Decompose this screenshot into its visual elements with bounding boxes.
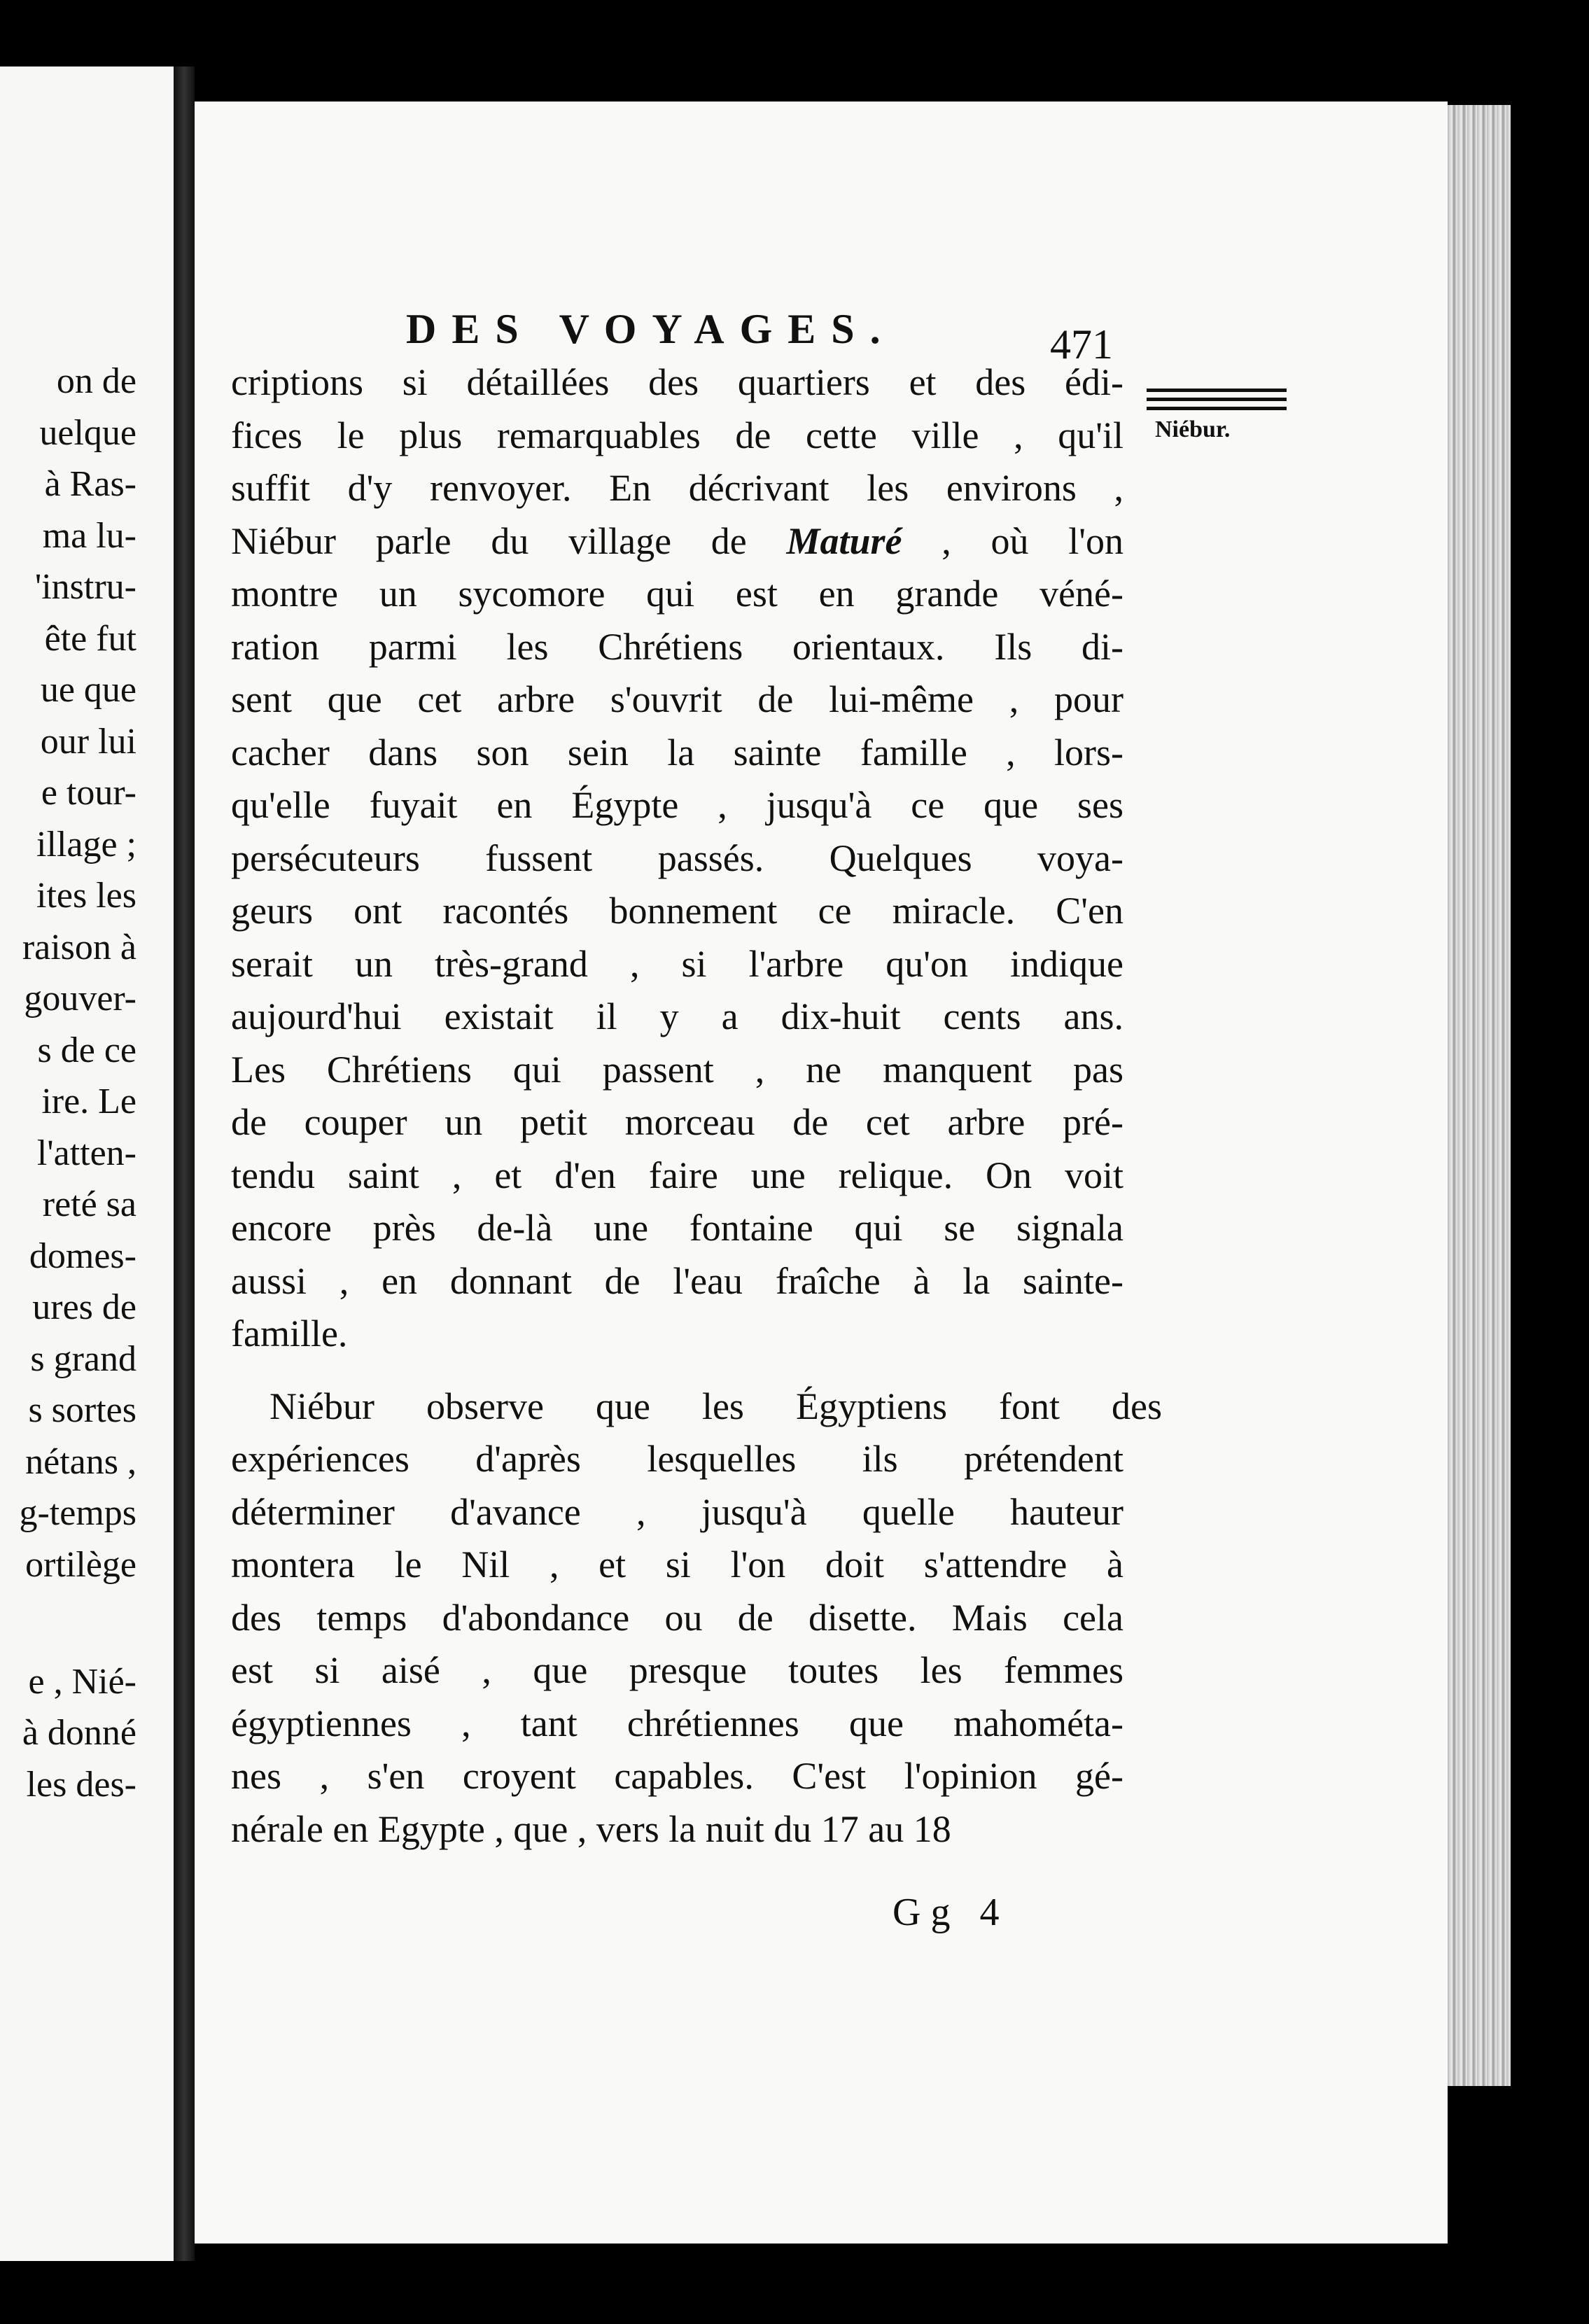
left-page-line: g-temps — [19, 1493, 136, 1533]
left-page-line: s de ce — [37, 1030, 136, 1070]
left-page-line: gouver- — [24, 979, 136, 1018]
body-line: cacher dans son sein la sainte famille , lors- — [231, 731, 1124, 774]
body-line: ration parmi les Chrétiens orientaux. Ils di- — [231, 625, 1124, 668]
left-page-line: raison à — [22, 927, 136, 967]
body-line: persécuteurs fussent passés. Quelques voya- — [231, 836, 1124, 879]
body-line: montre un sycomore qui est en grande véné- — [231, 573, 1124, 615]
body-line: déterminer d'avance , jusqu'à quelle hauteur — [231, 1490, 1124, 1533]
body-line: geurs ont racontés bonnement ce miracle. C'en — [231, 890, 1124, 932]
body-line: expériences d'après lesquelles ils prétendent — [231, 1438, 1124, 1480]
body-line: est si aisé , que presque toutes les femmes — [231, 1649, 1124, 1691]
body-line: de couper un petit morceau de cet arbre pré- — [231, 1101, 1124, 1143]
left-page-line: à donné — [22, 1713, 136, 1753]
signature-mark: Gg 4 — [892, 1891, 1009, 1934]
body-line: suffit d'y renvoyer. En décrivant les environs , — [231, 467, 1124, 509]
left-page-line: l'atten- — [36, 1133, 136, 1173]
body-line: criptions si détaillées des quartiers et des édi- — [231, 361, 1124, 403]
left-page-line: les des- — [26, 1764, 136, 1805]
body-line: Niébur observe que les Égyptiens font des — [270, 1385, 1162, 1427]
left-page-line: uelque — [39, 412, 136, 453]
body-line: nérale en Egypte , que , vers la nuit du 17 au 18 — [231, 1807, 951, 1850]
page-edges — [1448, 105, 1511, 2086]
body-line: montera le Nil , et si l'on doit s'attendre à — [231, 1544, 1124, 1586]
left-page-line: ortilège — [25, 1544, 136, 1585]
body-line: des temps d'abondance ou de disette. Mais cela — [231, 1596, 1124, 1639]
left-page-line: on de — [56, 361, 136, 401]
italic-place-name: Maturé — [786, 519, 902, 562]
body-line: serait un très-grand , si l'arbre qu'on indique — [231, 942, 1124, 985]
body-line: égyptiennes , tant chrétiennes que mahométa- — [231, 1702, 1124, 1744]
left-page-line: ue que — [40, 670, 136, 710]
left-page-line: à Ras- — [44, 464, 136, 504]
margin-rule — [1147, 388, 1287, 392]
left-page-line: nétans , — [25, 1441, 136, 1482]
body-line: aujourd'hui existait il y a dix-huit cents ans. — [231, 995, 1124, 1037]
left-page-line: e , Nié- — [28, 1661, 136, 1702]
left-page-line: s grand — [30, 1338, 136, 1379]
left-page-line: ures de — [32, 1287, 136, 1327]
left-page-line: domes- — [29, 1236, 136, 1276]
book-spine — [174, 66, 195, 2261]
left-page-line: illage ; — [36, 824, 136, 864]
body-line: sent que cet arbre s'ouvrit de lui-même , pour — [231, 678, 1124, 720]
body-line: tendu saint , et d'en faire une relique. On voit — [231, 1154, 1124, 1196]
body-line: Les Chrétiens qui passent , ne manquent pas — [231, 1048, 1124, 1091]
left-page-line: ire. Le — [41, 1082, 136, 1121]
left-page-line: s sortes — [28, 1390, 136, 1430]
running-title: DES VOYAGES. — [406, 306, 896, 352]
body-line: Niébur parle du village de Maturé , où l'on — [231, 519, 1124, 562]
left-page-line: ites les — [36, 876, 136, 916]
body-line: encore près de-là une fontaine qui se signala — [231, 1207, 1124, 1249]
left-page-line: ma lu- — [42, 515, 136, 556]
left-page-line: e tour- — [41, 773, 136, 813]
body-line: fices le plus remarquables de cette ville , qu'il — [231, 414, 1124, 456]
body-line: famille. — [231, 1312, 348, 1354]
margin-rule — [1147, 407, 1287, 410]
left-page-line: our lui — [40, 721, 136, 762]
margin-note: Niébur. — [1155, 416, 1231, 442]
page-number: 471 — [1050, 321, 1113, 368]
margin-rule — [1147, 398, 1287, 401]
left-page-line: 'instru- — [34, 567, 136, 607]
body-line: aussi , en donnant de l'eau fraîche à la sainte- — [231, 1259, 1124, 1302]
left-page-line: reté sa — [42, 1184, 136, 1224]
body-line: qu'elle fuyait en Égypte , jusqu'à ce que ses — [231, 784, 1124, 826]
body-line: nes , s'en croyent capables. C'est l'opinion gé- — [231, 1755, 1124, 1797]
left-page-line: ête fut — [44, 618, 136, 659]
